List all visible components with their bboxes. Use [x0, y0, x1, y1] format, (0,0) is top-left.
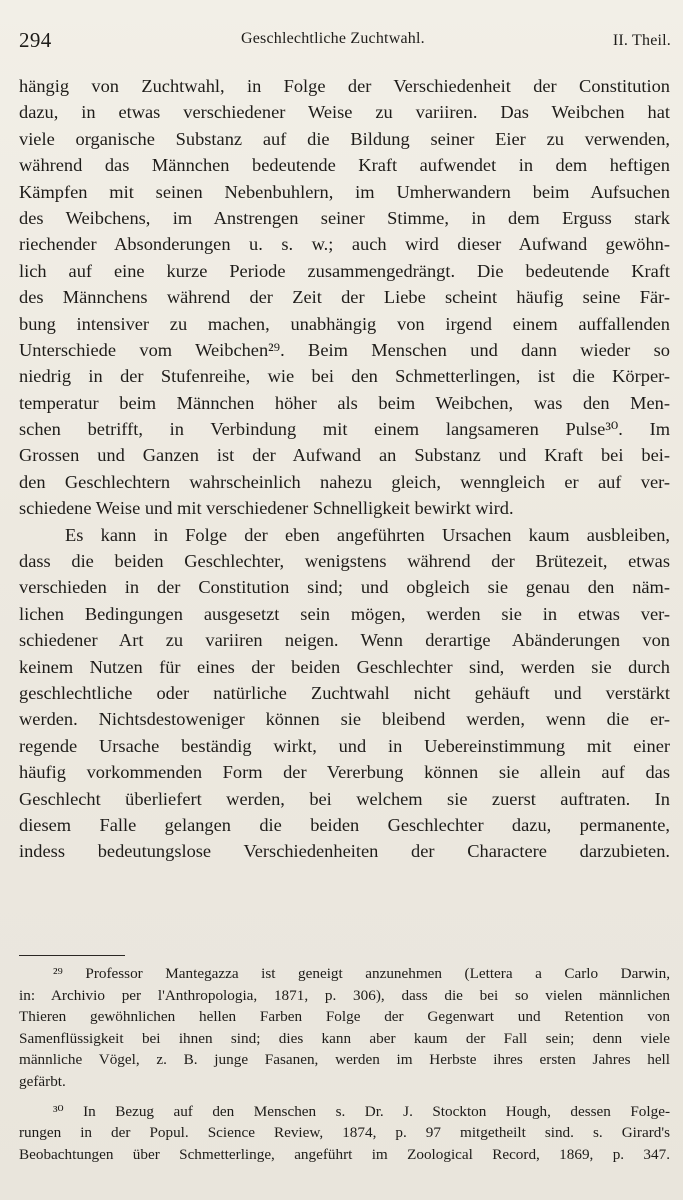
footnotes	[19, 963, 670, 1165]
body-line: viele organische Substanz auf die Bildung seiner Eier zu verwenden,	[19, 128, 670, 149]
body-line: schiedener Art zu variiren neigen. Wenn derartige Abänderungen von	[19, 630, 670, 651]
body-line: des Männchens während der Zeit der Liebe scheint häufig seine Fär-	[19, 287, 670, 308]
footnote-separator	[19, 955, 125, 956]
footnote-line: rungen in der Popul. Science Review, 1874, p. 97 mitgetheilt sind. s. Girard's	[19, 1124, 670, 1142]
body-line: Unterschiede vom Weibchen²⁹. Beim Menschen und dann wieder so	[19, 339, 670, 360]
body-line: dazu, in etwas verschiedener Weise zu variiren. Das Weibchen hat	[19, 102, 670, 123]
page-header	[19, 28, 671, 58]
body-line: des Weibchens, im Anstrengen seiner Stimme, in dem Erguss stark	[19, 207, 670, 228]
body-line: schiedene Weise und mit verschiedener Schnelligkeit bewirkt wird.	[19, 498, 514, 519]
footnote-line: gefärbt.	[19, 1072, 66, 1090]
footnote-gap	[19, 1093, 670, 1101]
body-line: lichen Bedingungen ausgesetzt sein mögen, werden sie in etwas ver-	[19, 603, 670, 624]
body-line: während das Männchen bedeutende Kraft aufwendet in dem heftigen	[19, 155, 670, 176]
running-title: Geschlechtliche Zuchtwahl.	[241, 30, 425, 47]
body-line: werden. Nichtsdestoweniger können sie bleibend werden, wenn die er-	[19, 709, 670, 730]
page-number: 294	[19, 28, 52, 52]
footnote-line: männliche Vögel, z. B. junge Fasanen, werden im Herbste ihres ersten Jahres hell	[19, 1051, 670, 1069]
body-line: lich auf eine kurze Periode zusammengedrängt. Die bedeutende Kraft	[19, 260, 670, 281]
body-line: niedrig in der Stufenreihe, wie bei den Schmetterlingen, ist die Körper-	[19, 366, 670, 387]
footnote-line: Beobachtungen über Schmetterlinge, angeführt im Zoological Record, 1869, p. 347.	[19, 1145, 670, 1163]
body-line: den Geschlechtern wahrscheinlich nahezu gleich, wenngleich er auf ver-	[19, 471, 670, 492]
body-line: dass die beiden Geschlechter, wenigstens während der Brütezeit, etwas	[19, 551, 670, 572]
body-text	[19, 73, 670, 865]
body-line: riechender Absonderungen u. s. w.; auch wird dieser Aufwand gewöhn-	[19, 234, 670, 255]
section-label: II. Theil.	[612, 32, 671, 49]
body-line: Geschlecht überliefert werden, bei welchem sie zuerst auftraten. In	[19, 788, 670, 809]
body-line: regende Ursache beständig wirkt, und in Uebereinstimmung mit einer	[19, 735, 670, 756]
body-line: diesem Falle gelangen die beiden Geschlechter dazu, permanente,	[19, 814, 670, 835]
footnote-line: Samenflüssigkeit bei ihnen sind; dies kann aber kaum der Fall sein; denn viele	[19, 1029, 670, 1047]
footnote	[19, 963, 670, 1093]
body-line: temperatur beim Männchen höher als beim Weibchen, was den Men-	[19, 392, 670, 413]
body-line: Es kann in Folge der eben angeführten Ursachen kaum ausbleiben,	[65, 524, 670, 545]
body-line: hängig von Zuchtwahl, in Folge der Verschiedenheit der Constitution	[19, 76, 670, 96]
body-line: Grossen und Ganzen ist der Aufwand an Substanz und Kraft bei bei-	[19, 445, 670, 466]
body-line: Kämpfen mit seinen Nebenbuhlern, im Umherwandern beim Aufsuchen	[19, 181, 670, 202]
body-line: bung intensiver zu machen, unabhängig von irgend einem auffallenden	[19, 313, 670, 334]
footnote-line: in: Archivio per l'Anthropologia, 1871, p. 306), dass die bei so vielen männlichen	[19, 986, 670, 1004]
body-line: keinem Nutzen für eines der beiden Geschlechter sind, werden sie durch	[19, 656, 670, 677]
body-line: schen betrifft, in Verbindung mit einem langsameren Pulse³⁰. Im	[19, 419, 670, 440]
footnote-line: ²⁹ Professor Mantegazza ist geneigt anzunehmen (Lettera a Carlo Darwin,	[53, 965, 670, 982]
body-line: verschieden in der Constitution sind; und obgleich sie genau den näm-	[19, 577, 670, 598]
body-line: geschlechtliche oder natürliche Zuchtwahl nicht gehäuft und verstärkt	[19, 682, 670, 703]
footnote-line: ³⁰ In Bezug auf den Menschen s. Dr. J. Stockton Hough, dessen Folge-	[53, 1102, 670, 1120]
body-line: indess bedeutungslose Verschiedenheiten der Charactere darzubieten.	[19, 841, 670, 862]
footnote	[19, 1101, 670, 1166]
footnote-line: Thieren gewöhnlichen hellen Farben Folge der Gegenwart und Retention von	[19, 1008, 670, 1026]
body-line: häufig vorkommenden Form der Vererbung können sie allein auf das	[19, 762, 670, 783]
